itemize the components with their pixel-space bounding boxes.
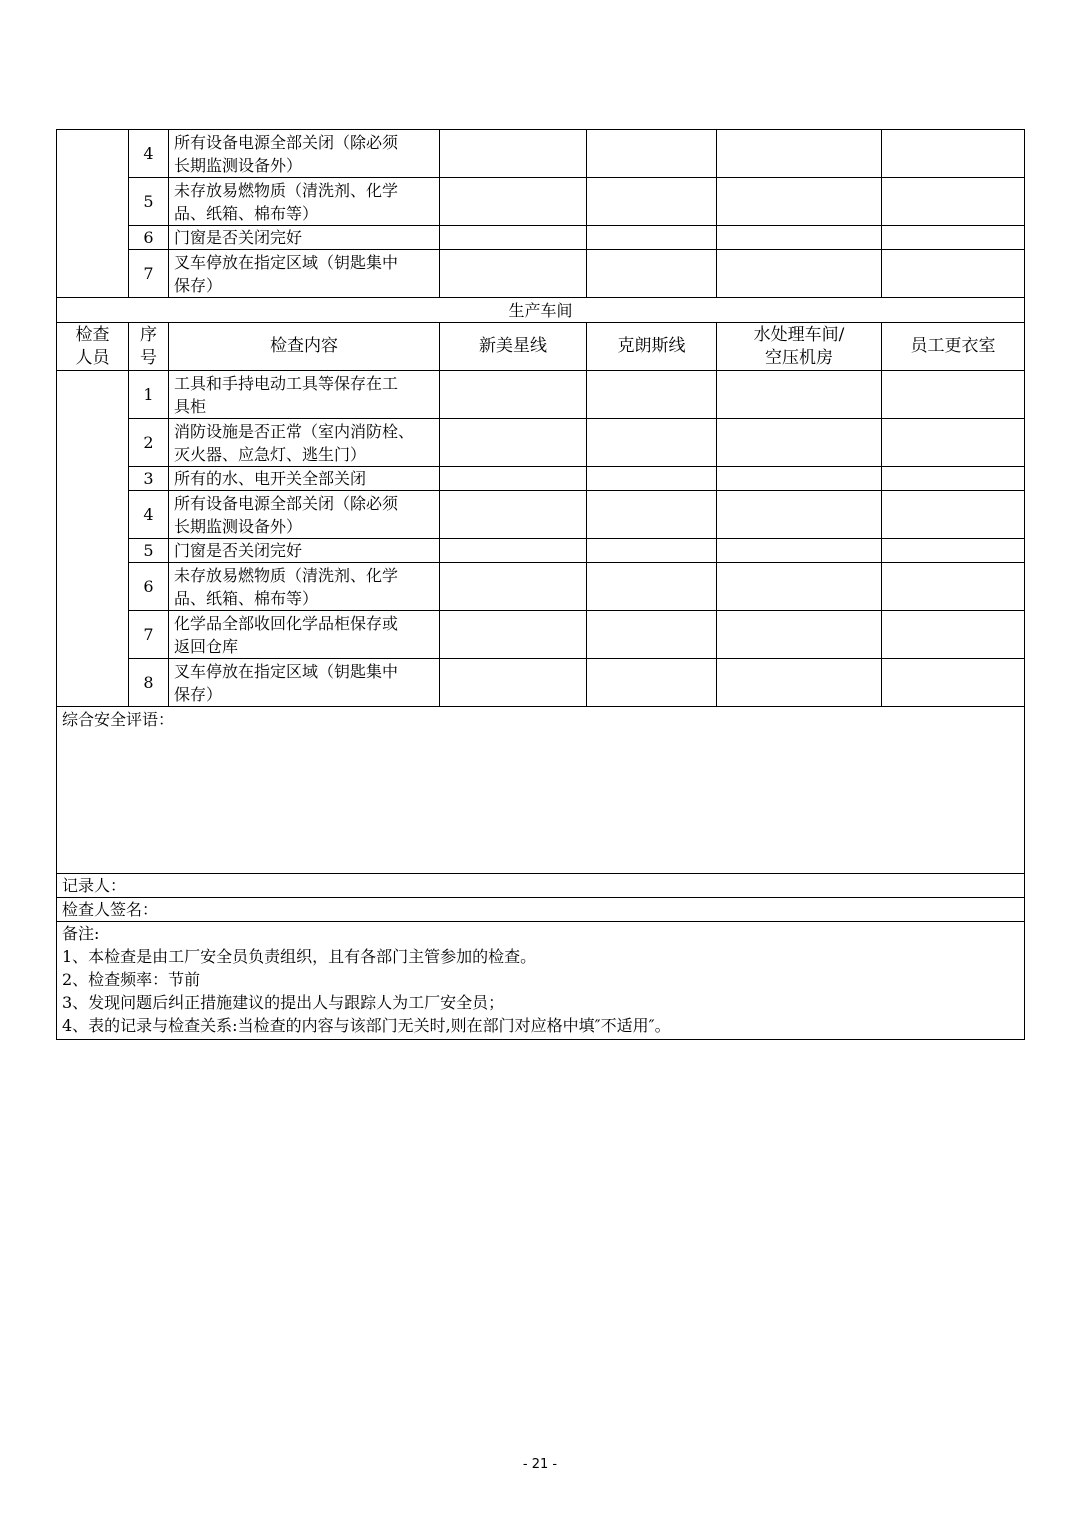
check-result-cell[interactable] <box>440 491 587 539</box>
check-result-cell[interactable] <box>440 563 587 611</box>
header-col2: 克朗斯线 <box>587 323 717 371</box>
check-result-cell[interactable] <box>882 467 1025 491</box>
check-result-cell[interactable] <box>717 130 882 178</box>
check-result-cell[interactable] <box>717 371 882 419</box>
check-item: 叉车停放在指定区域（钥匙集中 保存） <box>169 659 440 707</box>
check-item: 工具和手持电动工具等保存在工 具柜 <box>169 371 440 419</box>
notes-label: 备注: <box>62 924 100 943</box>
check-result-cell[interactable] <box>882 178 1025 226</box>
check-result-cell[interactable] <box>882 130 1025 178</box>
table-row <box>57 226 1025 250</box>
table-row <box>57 419 1025 467</box>
check-result-cell[interactable] <box>717 178 882 226</box>
check-result-cell[interactable] <box>717 563 882 611</box>
row-number: 2 <box>129 419 169 467</box>
check-item: 未存放易燃物质（清洗剂、化学 品、纸箱、棉布等） <box>169 178 440 226</box>
header-seq: 序 号 <box>129 323 169 371</box>
inspector-cell[interactable] <box>57 371 129 707</box>
row-number: 4 <box>129 491 169 539</box>
check-result-cell[interactable] <box>587 491 717 539</box>
check-item: 所有设备电源全部关闭（除必须 长期监测设备外） <box>169 130 440 178</box>
inspection-table <box>56 129 1025 1040</box>
check-item: 门窗是否关闭完好 <box>169 539 440 563</box>
row-number: 6 <box>129 563 169 611</box>
row-number: 4 <box>129 130 169 178</box>
check-result-cell[interactable] <box>717 226 882 250</box>
table-row <box>57 250 1025 298</box>
check-result-cell[interactable] <box>440 371 587 419</box>
inspector-cell[interactable] <box>57 130 129 298</box>
row-number: 6 <box>129 226 169 250</box>
check-result-cell[interactable] <box>587 467 717 491</box>
check-result-cell[interactable] <box>882 611 1025 659</box>
row-number: 8 <box>129 659 169 707</box>
check-result-cell[interactable] <box>587 611 717 659</box>
check-result-cell[interactable] <box>440 611 587 659</box>
table-row <box>57 178 1025 226</box>
check-result-cell[interactable] <box>440 419 587 467</box>
inspector-signature-field[interactable]: 检查人签名： <box>57 898 1025 922</box>
check-result-cell[interactable] <box>440 226 587 250</box>
check-result-cell[interactable] <box>587 371 717 419</box>
check-item: 消防设施是否正常（室内消防栓、 灭火器、应急灯、逃生门） <box>169 419 440 467</box>
notes-item: 1、本检查是由工厂安全员负责组织，且有各部门主管参加的检查。 <box>62 947 537 966</box>
check-result-cell[interactable] <box>717 659 882 707</box>
row-number: 5 <box>129 539 169 563</box>
row-number: 7 <box>129 611 169 659</box>
notes-item: 4、表的记录与检查关系:当检查的内容与该部门无关时,则在部门对应格中填″不适用″。 <box>62 1016 671 1035</box>
check-result-cell[interactable] <box>882 226 1025 250</box>
comments-field[interactable]: 综合安全评语： <box>57 707 1025 874</box>
production-workshop-section <box>57 298 1025 707</box>
check-result-cell[interactable] <box>717 539 882 563</box>
table-row <box>57 130 1025 178</box>
header-inspector: 检查 人员 <box>57 323 129 371</box>
check-result-cell[interactable] <box>587 419 717 467</box>
check-result-cell[interactable] <box>587 659 717 707</box>
check-result-cell[interactable] <box>717 611 882 659</box>
check-result-cell[interactable] <box>717 250 882 298</box>
table-row <box>57 563 1025 611</box>
check-result-cell[interactable] <box>882 563 1025 611</box>
table-row <box>57 611 1025 659</box>
check-result-cell[interactable] <box>717 419 882 467</box>
check-item: 化学品全部收回化学品柜保存或 返回仓库 <box>169 611 440 659</box>
footer-section <box>57 707 1025 1040</box>
notes-block <box>57 922 1025 1040</box>
header-content: 检查内容 <box>169 323 440 371</box>
check-result-cell[interactable] <box>882 250 1025 298</box>
table-row <box>57 371 1025 419</box>
check-item: 门窗是否关闭完好 <box>169 226 440 250</box>
notes-item: 3、发现问题后纠正措施建议的提出人与跟踪人为工厂安全员； <box>62 993 505 1012</box>
check-result-cell[interactable] <box>717 491 882 539</box>
check-result-cell[interactable] <box>882 659 1025 707</box>
check-result-cell[interactable] <box>882 539 1025 563</box>
check-result-cell[interactable] <box>440 178 587 226</box>
check-result-cell[interactable] <box>587 250 717 298</box>
check-result-cell[interactable] <box>882 419 1025 467</box>
check-result-cell[interactable] <box>587 539 717 563</box>
check-result-cell[interactable] <box>440 467 587 491</box>
check-result-cell[interactable] <box>717 467 882 491</box>
top-section <box>57 130 1025 298</box>
row-number: 5 <box>129 178 169 226</box>
table-row <box>57 467 1025 491</box>
page-number: - 21 - <box>522 1457 558 1472</box>
check-result-cell[interactable] <box>440 250 587 298</box>
header-col4: 员工更衣室 <box>882 323 1025 371</box>
table-row <box>57 539 1025 563</box>
header-col3: 水处理车间/ 空压机房 <box>717 323 882 371</box>
check-result-cell[interactable] <box>440 539 587 563</box>
row-number: 1 <box>129 371 169 419</box>
check-result-cell[interactable] <box>440 659 587 707</box>
recorder-field[interactable]: 记录人： <box>57 874 1025 898</box>
section-title: 生产车间 <box>57 298 1025 323</box>
check-item: 叉车停放在指定区域（钥匙集中 保存） <box>169 250 440 298</box>
table-row <box>57 659 1025 707</box>
check-result-cell[interactable] <box>587 563 717 611</box>
check-result-cell[interactable] <box>587 226 717 250</box>
check-result-cell[interactable] <box>440 130 587 178</box>
row-number: 3 <box>129 467 169 491</box>
check-result-cell[interactable] <box>882 371 1025 419</box>
check-item: 所有的水、电开关全部关闭 <box>169 467 440 491</box>
table-row <box>57 491 1025 539</box>
notes-item: 2、检查频率：节前 <box>62 970 201 989</box>
check-result-cell[interactable] <box>882 491 1025 539</box>
header-col1: 新美星线 <box>440 323 587 371</box>
check-item: 所有设备电源全部关闭（除必须 长期监测设备外） <box>169 491 440 539</box>
row-number: 7 <box>129 250 169 298</box>
check-result-cell[interactable] <box>587 178 717 226</box>
check-item: 未存放易燃物质（清洗剂、化学 品、纸箱、棉布等） <box>169 563 440 611</box>
check-result-cell[interactable] <box>587 130 717 178</box>
